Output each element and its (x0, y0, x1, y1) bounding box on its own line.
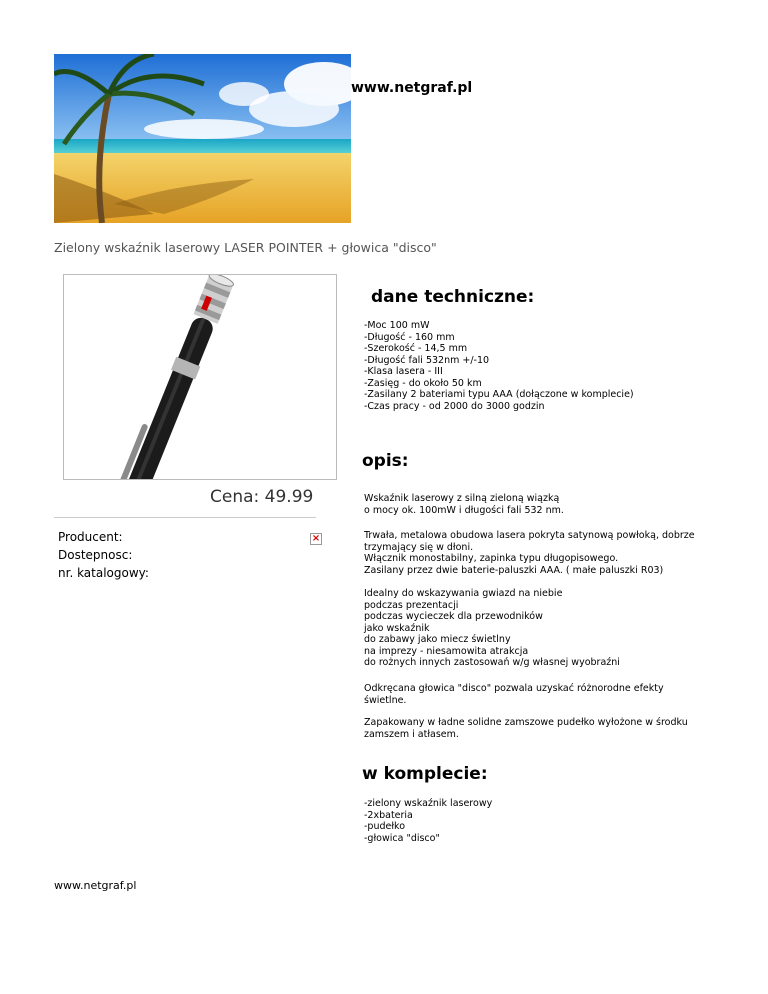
kit-heading: w komplecie: (362, 764, 488, 784)
spec-line: -Zasięg - do około 50 km (364, 377, 482, 389)
spec-line: -Szerokość - 14,5 mm (364, 343, 468, 354)
description-line: Zapakowany w ładne solidne zamszowe pudełko wyłożone w środku (364, 717, 688, 728)
description-line: o mocy ok. 100mW i długości fali 532 nm. (364, 504, 564, 516)
description-line: Zasilany przez dwie baterie-paluszki AAA. ( małe paluszki R03) (364, 564, 664, 576)
spec-line: -Długość - 160 mm (364, 331, 455, 343)
description-line: Odkręcana głowica "disco" pozwala uzyskać różnorodne efekty (364, 683, 664, 694)
description-line: Włącznik monostabilny, zapinka typu długopisowego. (364, 553, 619, 564)
site-url-header: www.netgraf.pl (351, 80, 473, 96)
kit-item: -głowica "disco" (364, 832, 440, 844)
description-paragraph-5 (364, 717, 704, 740)
spec-line: -Czas pracy - od 2000 do 3000 godzin (364, 400, 545, 412)
description-paragraph-4 (364, 683, 704, 706)
catalog-number-label: nr. katalogowy: (58, 566, 149, 580)
availability-label: Dostepnosc: (58, 548, 133, 562)
description-paragraph-3 (364, 588, 704, 669)
kit-item: -2xbateria (364, 809, 413, 821)
specs-heading: dane techniczne: (371, 287, 535, 307)
description-heading: opis: (362, 451, 409, 471)
description-line: Idealny do wskazywania gwiazd na niebie (364, 588, 563, 599)
description-line: na imprezy - niesamowita atrakcja (364, 645, 529, 657)
spec-line: -Klasa lasera - III (364, 366, 443, 377)
description-line: podczas wycieczek dla przewodników (364, 611, 543, 622)
producer-label: Producent: (58, 530, 123, 544)
kit-item: -pudełko (364, 821, 406, 832)
description-line: trzymający się w dłoni. (364, 541, 474, 553)
description-line: do rożnych innych zastosowań w/g własnej wyobraźni (364, 657, 620, 668)
description-line: do zabawy jako miecz świetlny (364, 634, 511, 645)
description-line: świetlne. (364, 694, 407, 706)
kit-item: -zielony wskaźnik laserowy (364, 798, 493, 809)
divider (54, 517, 316, 518)
description-line: Trwała, metalowa obudowa lasera pokryta satynową powłoką, dobrze (364, 530, 695, 541)
kit-list (364, 798, 704, 844)
description-line: zamszem i atłasem. (364, 728, 459, 740)
description-line: podczas prezentacji (364, 599, 459, 611)
price: Cena: 49.99 (210, 487, 314, 507)
description-line: jako wskaźnik (364, 622, 430, 634)
banner-beach-image (54, 54, 351, 223)
spec-line: -Zasilany 2 bateriami typu AAA (dołączone w komplecie) (364, 389, 634, 400)
description-line: Wskaźnik laserowy z silną zieloną wiązką (364, 493, 560, 504)
description-paragraph-2 (364, 530, 704, 576)
description-paragraph-1 (364, 493, 704, 516)
site-url-footer: www.netgraf.pl (54, 879, 137, 892)
specs-list (364, 320, 704, 412)
broken-image-icon: × (311, 533, 321, 544)
spec-line: -Długość fali 532nm +/-10 (364, 354, 490, 366)
product-title: Zielony wskaźnik laserowy LASER POINTER + głowica "disco" (54, 240, 437, 255)
product-photo (63, 274, 337, 480)
spec-line: -Moc 100 mW (364, 320, 430, 331)
